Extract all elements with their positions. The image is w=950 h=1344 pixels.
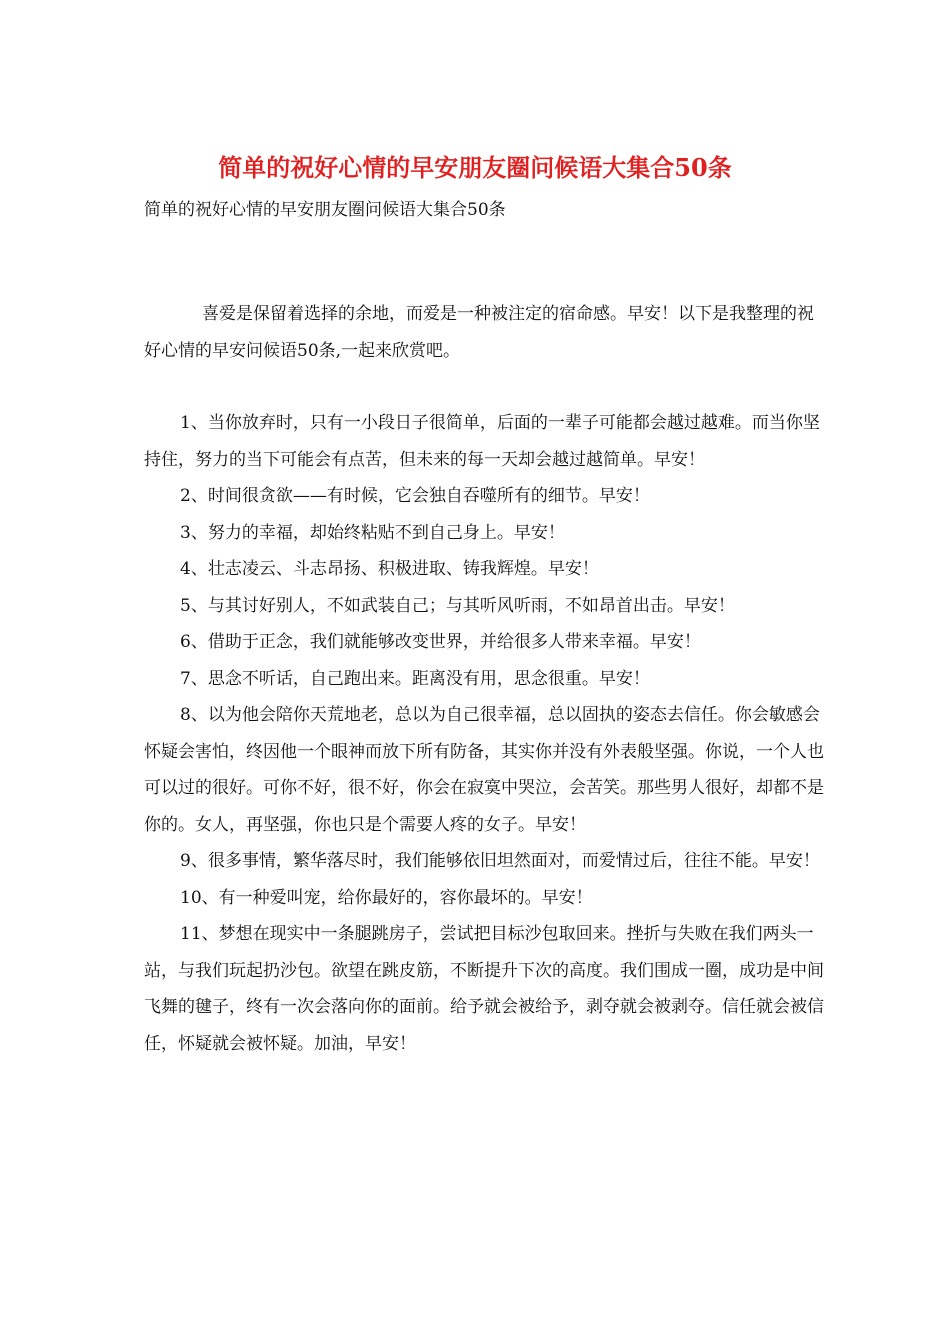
list-item: 8、以为他会陪你天荒地老，总以为自己很幸福，总以固执的姿态去信任。你会敏感会怀疑会害怕，终因他一个眼神而放下所有防备，其实你并没有外表般坚强。你说，一个人也可以过的很好。可你不好，很不好，你会在寂寞中哭泣，会苦笑。那些男人很好，却都不是你的。女人，再坚强，你也只是个需要人疼的女子。早安！	[144, 705, 824, 835]
intro-paragraph: 喜爱是保留着选择的余地，而爱是一种被注定的宿命感。早安！以下是我整理的祝好心情的早安问候语50条,一起来欣赏吧。	[144, 304, 814, 361]
list-item: 1、当你放弃时，只有一小段日子很简单，后面的一辈子可能都会越过越难。而当你坚持住，努力的当下可能会有点苦，但未来的每一天却会越过越简单。早安！	[144, 413, 820, 470]
document-title: 简单的祝好心情的早安朋友圈问候语大集合50条	[218, 153, 732, 182]
list-item: 7、思念不听话，自己跑出来。距离没有用，思念很重。早安！	[180, 668, 650, 689]
list-item: 6、借助于正念，我们就能够改变世界，并给很多人带来幸福。早安！	[180, 632, 701, 652]
list-item: 10、有一种爱叫宠，给你最好的，容你最坏的。早安！	[180, 887, 593, 908]
list-item: 3、努力的幸福，却始终粘贴不到自己身上。早安！	[180, 522, 565, 543]
list-item: 4、壮志凌云、斗志昂扬、积极进取、铸我辉煌。早安！	[180, 559, 599, 579]
list-item: 5、与其讨好别人，不如武装自己；与其听风听雨，不如昂首出击。早安！	[180, 595, 735, 616]
list-item: 2、时间很贪欲——有时候，它会独自吞噬所有的细节。早安！	[180, 486, 650, 506]
list-item: 9、很多事情，繁华落尽时，我们能够依旧坦然面对，而爱情过后，往往不能。早安！	[180, 851, 820, 871]
greeting-list	[144, 405, 824, 1062]
list-item: 11、梦想在现实中一条腿跳房子，尝试把目标沙包取回来。挫折与失败在我们两头一站，与我们玩起扔沙包。欲望在跳皮筋，不断提升下次的高度。我们围成一圈，成功是中间飞舞的毽子，终有一次会落向你的面前。给予就会被给予，剥夺就会被剥夺。信任就会被信任，怀疑就会被怀疑。加油，早安！	[144, 924, 824, 1054]
document-subtitle: 简单的祝好心情的早安朋友圈问候语大集合50条	[144, 200, 506, 220]
